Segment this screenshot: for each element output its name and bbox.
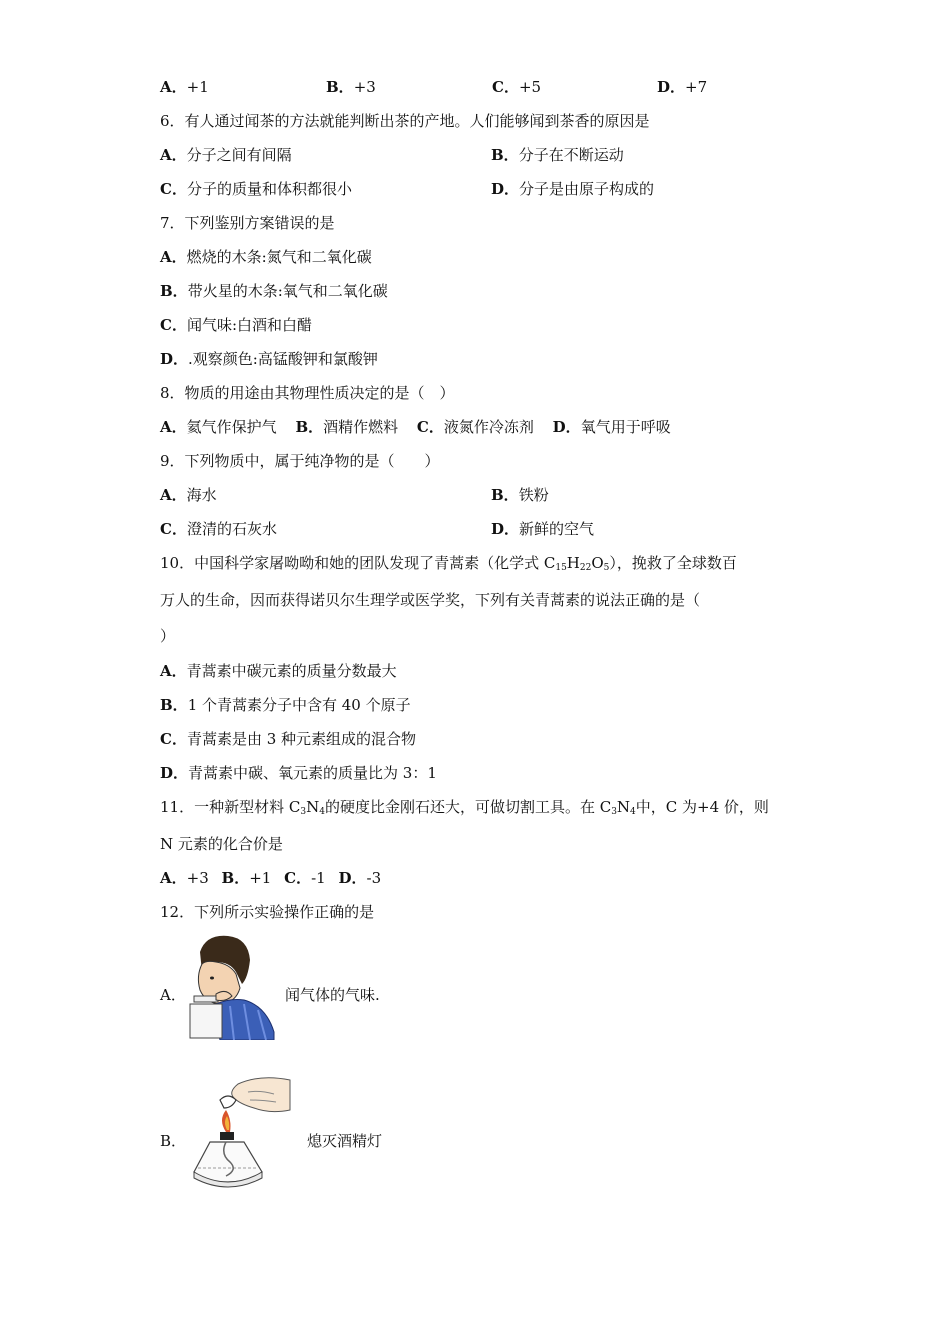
q6-option-d: D．分子是由原子构成的 — [491, 180, 655, 198]
q11-option-b: B．+1 — [221, 869, 272, 887]
q5-option-b: B．+3 — [326, 78, 376, 96]
q6-option-a: A．分子之间有间隔 — [160, 146, 292, 164]
q11-option-c: C．-1 — [284, 869, 326, 887]
q5-option-d: D．+7 — [657, 78, 708, 96]
q9-option-d: D．新鲜的空气 — [491, 520, 595, 538]
q12-stem: 12．下列所示实验操作正确的是 — [160, 903, 375, 921]
q7-option-c: C．闻气味:白酒和白醋 — [160, 316, 313, 334]
q8-options-row — [160, 417, 671, 437]
q12-option-a-label: A． — [160, 986, 186, 1004]
q8-option-b: B．酒精作燃料 — [295, 418, 399, 436]
q9-option-b: B．铁粉 — [491, 486, 549, 504]
q9-stem: 9．下列物质中，属于纯净物的是（ ） — [160, 452, 440, 470]
q10-stem-line2: 万人的生命，因而获得诺贝尔生理学或医学奖，下列有关青蒿素的说法正确的是（ — [160, 591, 701, 609]
q12-option-a-text: 闻气体的气味. — [285, 986, 380, 1004]
q9-option-c: C．澄清的石灰水 — [160, 520, 277, 538]
q7-option-b: B．带火星的木条:氧气和二氧化碳 — [160, 282, 388, 300]
q10-option-c: C．青蒿素是由 3 种元素组成的混合物 — [160, 730, 417, 748]
q6-stem: 6．有人通过闻茶的方法就能判断出茶的产地。人们能够闻到茶香的原因是 — [160, 112, 650, 130]
q11-stem-line2: N 元素的化合价是 — [160, 835, 283, 853]
q10-stem-line1: 10．中国科学家屠呦呦和她的团队发现了青蒿素（化学式 $C_{15}H_{22}O_5$），挽救了全球数百 — [160, 554, 737, 573]
q11-option-d: D．-3 — [338, 869, 382, 887]
alcohol-lamp-illustration — [190, 1072, 294, 1194]
q12-option-b-text: 熄灭酒精灯 — [307, 1132, 383, 1150]
q8-option-c: C．液氮作冷冻剂 — [416, 418, 534, 436]
smelling-gas-illustration — [186, 932, 278, 1040]
q8-stem: 8．物质的用途由其物理性质决定的是（ ） — [160, 384, 455, 402]
q7-option-a: A．燃烧的木条:氮气和二氧化碳 — [160, 248, 372, 266]
q10-option-b: B．1 个青蒿素分子中含有 40 个原子 — [160, 696, 411, 714]
q11-options-row — [160, 868, 381, 888]
q11-option-a: A．+3 — [160, 869, 209, 887]
q6-option-b: B．分子在不断运动 — [491, 146, 624, 164]
q7-stem: 7．下列鉴别方案错误的是 — [160, 214, 335, 232]
q9-option-a: A．海水 — [160, 486, 217, 504]
q7-option-d: D．.观察颜色:高锰酸钾和氯酸钾 — [160, 350, 378, 368]
q12-option-b-label: B． — [160, 1132, 187, 1150]
q5-option-c: C．+5 — [492, 78, 542, 96]
q8-option-d: D．氧气用于呼吸 — [552, 418, 671, 436]
q11-stem-line1: 11．一种新型材料 $C_3N_4$的硬度比金刚石还大，可做切割工具。在 $C_3N_4$中，C 为+4 价，则 — [160, 798, 769, 817]
q8-option-a: A．氦气作保护气 — [160, 418, 277, 436]
q10-option-d: D．青蒿素中碳、氧元素的质量比为 3：1 — [160, 764, 437, 782]
q5-option-a: A．+1 — [160, 78, 209, 96]
q6-option-c: C．分子的质量和体积都很小 — [160, 180, 352, 198]
q10-option-a: A．青蒿素中碳元素的质量分数最大 — [160, 662, 397, 680]
q10-stem-line3: ） — [160, 627, 176, 645]
